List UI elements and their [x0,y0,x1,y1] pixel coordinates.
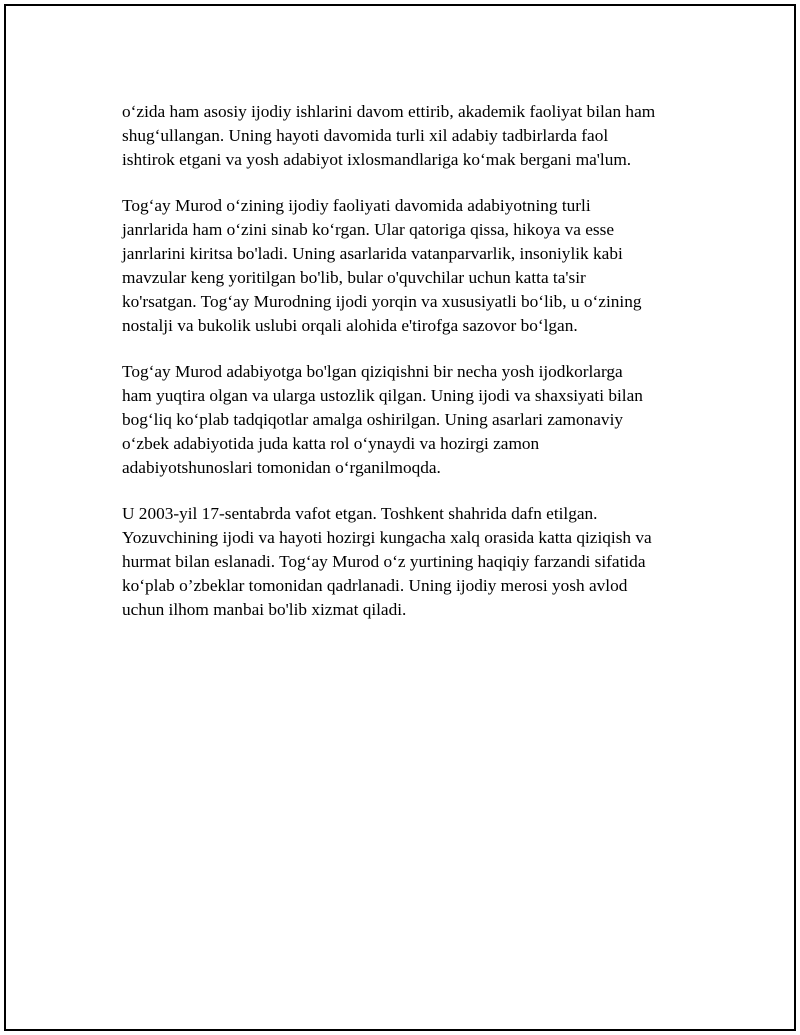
text-line: Tog‘ay Murod adabiyotga bo'lgan qiziqishni bir necha yosh ijodkorlarga [122,362,623,381]
text-line: o‘zida ham asosiy ijodiy ishlarini davom ettirib, akademik faoliyat bilan ham [122,102,656,121]
page-frame [4,4,796,1031]
text-line: uchun ilhom manbai bo'lib xizmat qiladi. [122,600,407,619]
text-line: Tog‘ay Murod o‘zining ijodiy faoliyati davomida adabiyotning turli [122,196,591,215]
document-body [122,100,702,644]
text-line: ko'rsatgan. Tog‘ay Murodning ijodi yorqin va xususiyatli bo‘lib, u o‘zining [122,292,642,311]
text-line: bog‘liq ko‘plab tadqiqotlar amalga oshirilgan. Uning asarlari zamonaviy [122,410,624,429]
paragraph-2 [122,194,702,338]
text-line: ham yuqtira olgan va ularga ustozlik qilgan. Uning ijodi va shaxsiyati bilan [122,386,643,405]
text-line: shug‘ullangan. Uning hayoti davomida turli xil adabiy tadbirlarda faol [122,126,609,145]
text-line: U 2003-yil 17-sentabrda vafot etgan. Toshkent shahrida dafn etilgan. [122,504,598,523]
paragraph-3 [122,360,702,480]
text-line: Yozuvchining ijodi va hayoti hozirgi kungacha xalq orasida katta qiziqish va [122,528,652,547]
text-line: janrlarini kiritsa bo'ladi. Uning asarlarida vatanparvarlik, insoniylik kabi [122,244,623,263]
text-line: o‘zbek adabiyotida juda katta rol o‘ynaydi va hozirgi zamon [122,434,540,453]
paragraph-4 [122,502,702,622]
text-line: nostalji va bukolik uslubi orqali alohida e'tirofga sazovor bo‘lgan. [122,316,578,335]
text-line: adabiyotshunoslari tomonidan o‘rganilmoqda. [122,458,441,477]
text-line: janrlarida ham o‘zini sinab ko‘rgan. Ular qatoriga qissa, hikoya va esse [122,220,615,239]
paragraph-1 [122,100,702,172]
text-line: ishtirok etgani va yosh adabiyot ixlosmandlariga ko‘mak bergani ma'lum. [122,150,632,169]
text-line: hurmat bilan eslanadi. Tog‘ay Murod o‘z yurtining haqiqiy farzandi sifatida [122,552,646,571]
text-line: mavzular keng yoritilgan bo'lib, bular o'quvchilar uchun katta ta'sir [122,268,586,287]
text-line: ko‘plab o’zbeklar tomonidan qadrlanadi. Uning ijodiy merosi yosh avlod [122,576,628,595]
